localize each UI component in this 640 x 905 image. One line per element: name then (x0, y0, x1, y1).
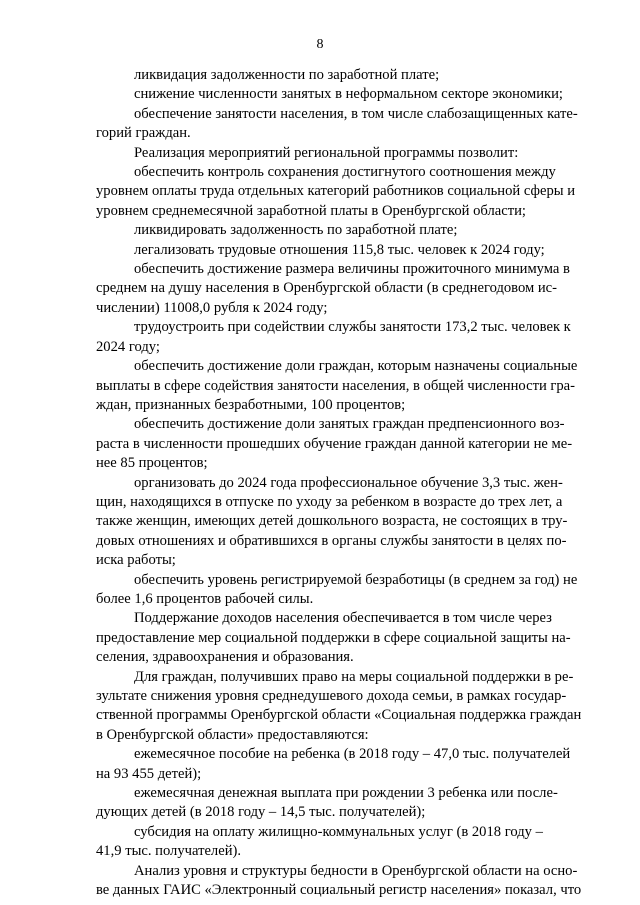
paragraph: обеспечить достижение доли граждан, которым назначены социальные выплаты в сфере содействия занятости населения, в общей численности гра- ждан, признанных безработными, 100 процентов; (96, 358, 578, 413)
paragraph: организовать до 2024 года профессиональное обучение 3,3 тыс. жен- щин, находящихся в отпуске по уходу за ребенком в возрасте до трех лет, а также женщин, имеющих детей дошкольного возраста, не состоящих в тру- довых отношениях и обратившихся в органы службы занятости в целях по- иска работы; (96, 474, 568, 569)
page-number: 8 (316, 37, 324, 52)
paragraph: Поддержание доходов населения обеспечивается в том числе через предоставление мер социальной поддержки в сфере социальной защиты на- селения, здравоохранения и образования. (96, 610, 571, 666)
paragraph: ликвидация задолженности по заработной плате; (134, 67, 440, 83)
paragraph: обеспечить контроль сохранения достигнутого соотношения между уровнем оплаты труда отдельных категорий работников социальной сферы и уровнем среднемесячной заработной платы в Оренбургской области; (96, 164, 575, 219)
paragraph: легализовать трудовые отношения 115,8 тыс. человек к 2024 году; (134, 241, 545, 258)
paragraph: субсидия на оплату жилищно-коммунальных услуг (в 2018 году – 41,9 тыс. получателей). (96, 823, 543, 860)
paragraph: Анализ уровня и структуры бедности в Оренбургской области на осно- ве данных ГАИС «Электронный социальный регистр населения» показал, что (96, 862, 582, 899)
document-body (96, 66, 608, 900)
paragraph: обеспечить уровень регистрируемой безработицы (в среднем за год) не более 1,6 процентов рабочей силы. (96, 571, 578, 607)
paragraph: ежемесячное пособие на ребенка (в 2018 году – 47,0 тыс. получателей на 93 455 детей); (96, 746, 571, 782)
paragraph: ликвидировать задолженность по заработной плате; (134, 222, 458, 239)
paragraph: обеспечение занятости населения, в том числе слабозащищенных кате- горий граждан. (96, 105, 578, 142)
paragraph: обеспечить достижение доли занятых граждан предпенсионного воз- раста в численности прошедших обучение граждан данной категории не ме- нее 85 процентов; (96, 416, 573, 472)
paragraph: ежемесячная денежная выплата при рождении 3 ребенка или после- дующих детей (в 2018 году – 14,5 тыс. получателей); (96, 785, 558, 821)
paragraph: обеспечить достижение размера величины прожиточного минимума в среднем на душу населения в Оренбургской области (в среднегодовом ис- числении) 11008,0 рубля к 2024 году; (96, 261, 570, 316)
paragraph: снижение численности занятых в неформальном секторе экономики; (134, 86, 563, 103)
paragraph: трудоустроить при содействии службы занятости 173,2 тыс. человек к 2024 году; (96, 319, 571, 355)
paragraph: Реализация мероприятий региональной программы позволит: (134, 144, 519, 161)
paragraph: Для граждан, получивших право на меры социальной поддержки в ре- зультате снижения уровня среднедушевого дохода семьи, в рамках государ- ственной программы Оренбургской области «Социальная поддержка граждан в Оренбургской области» предоставляются: (96, 668, 582, 743)
